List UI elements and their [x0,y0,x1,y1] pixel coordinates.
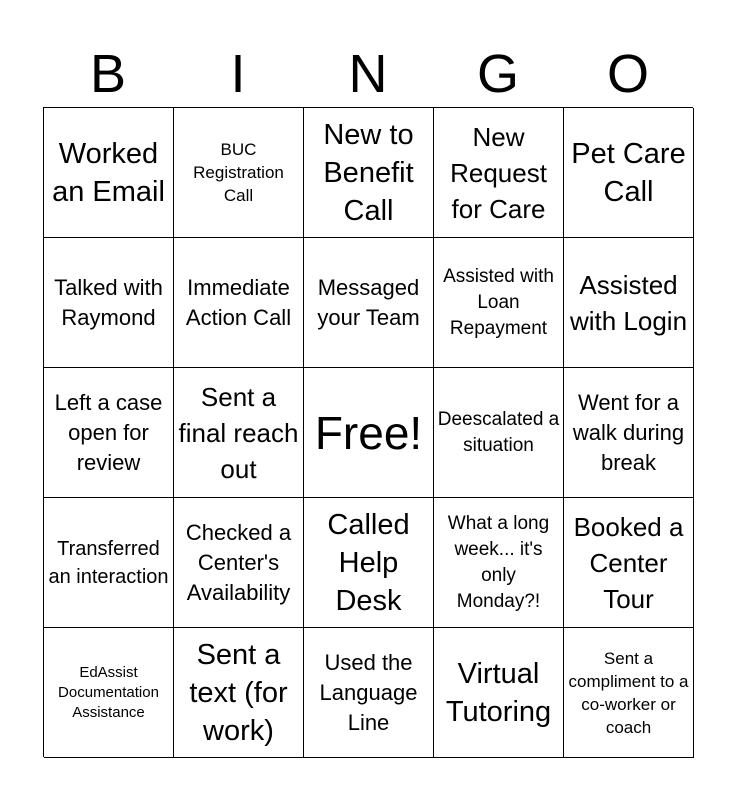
bingo-cell[interactable] [304,498,434,628]
cell-text: Sent a final reach out [178,381,299,484]
cell-text: Sent a text (for work) [189,638,288,747]
cell-text: Worked an Email [52,137,165,208]
cell-text: Virtual Tutoring [445,657,552,728]
bingo-cell[interactable] [564,368,694,498]
cell-text: BUC Registration Call [193,140,284,205]
header-letter-i: I [230,44,246,104]
cell-text: Pet Care Call [571,137,686,208]
bingo-cell[interactable] [564,498,694,628]
cell-text: Messaged your Team [317,274,420,330]
cell-text: What a long week... it's only Monday?! [447,512,550,612]
header-letter-o: O [606,44,649,104]
cell-text: Used the Language Line [319,649,418,735]
cell-text: Assisted with Login [569,269,688,336]
cell-text: Booked a Center Tour [573,511,684,614]
bingo-cell[interactable] [44,368,174,498]
cell-text: Transferred an interaction [48,537,169,588]
cell-text: Talked with Raymond [54,274,163,330]
bingo-cell[interactable] [434,108,564,238]
bingo-header [43,40,693,108]
bingo-cell[interactable] [304,628,434,758]
bingo-cell[interactable] [44,108,174,238]
bingo-board [43,107,693,757]
bingo-cell[interactable] [44,628,174,758]
bingo-cell[interactable] [44,498,174,628]
bingo-cell[interactable] [304,238,434,368]
cell-text: EdAssist Documentation Assistance [58,663,159,721]
bingo-cell[interactable] [434,628,564,758]
bingo-cell[interactable] [564,108,694,238]
bingo-cell[interactable] [304,108,434,238]
header-letter-g: G [476,44,519,104]
cell-text: Went for a walk during break [572,389,685,475]
cell-text: Sent a compliment to a co-worker or coach [568,648,689,737]
header-letter-n: N [348,44,388,104]
free-space-cell[interactable] [304,368,434,498]
free-space-text: Free! [314,406,423,459]
bingo-cell[interactable] [564,238,694,368]
bingo-cell[interactable] [174,628,304,758]
bingo-cell[interactable] [434,498,564,628]
bingo-cell[interactable] [174,498,304,628]
cell-text: Checked a Center's Availability [185,519,292,605]
bingo-cell[interactable] [564,628,694,758]
bingo-cell[interactable] [434,238,564,368]
cell-text: Called Help Desk [327,508,410,617]
bingo-cell[interactable] [44,238,174,368]
cell-text: New to Benefit Call [323,118,414,227]
bingo-cell[interactable] [174,238,304,368]
bingo-cell[interactable] [174,108,304,238]
cell-text: Immediate Action Call [185,274,292,330]
header-letter-b: B [89,44,127,104]
cell-text: Left a case open for review [54,389,163,475]
bingo-cell[interactable] [174,368,304,498]
bingo-cell[interactable] [434,368,564,498]
cell-text: Assisted with Loan Repayment [443,265,554,339]
cell-text: New Request for Care [450,121,547,224]
cell-text: Deescalated a situation [437,408,560,456]
